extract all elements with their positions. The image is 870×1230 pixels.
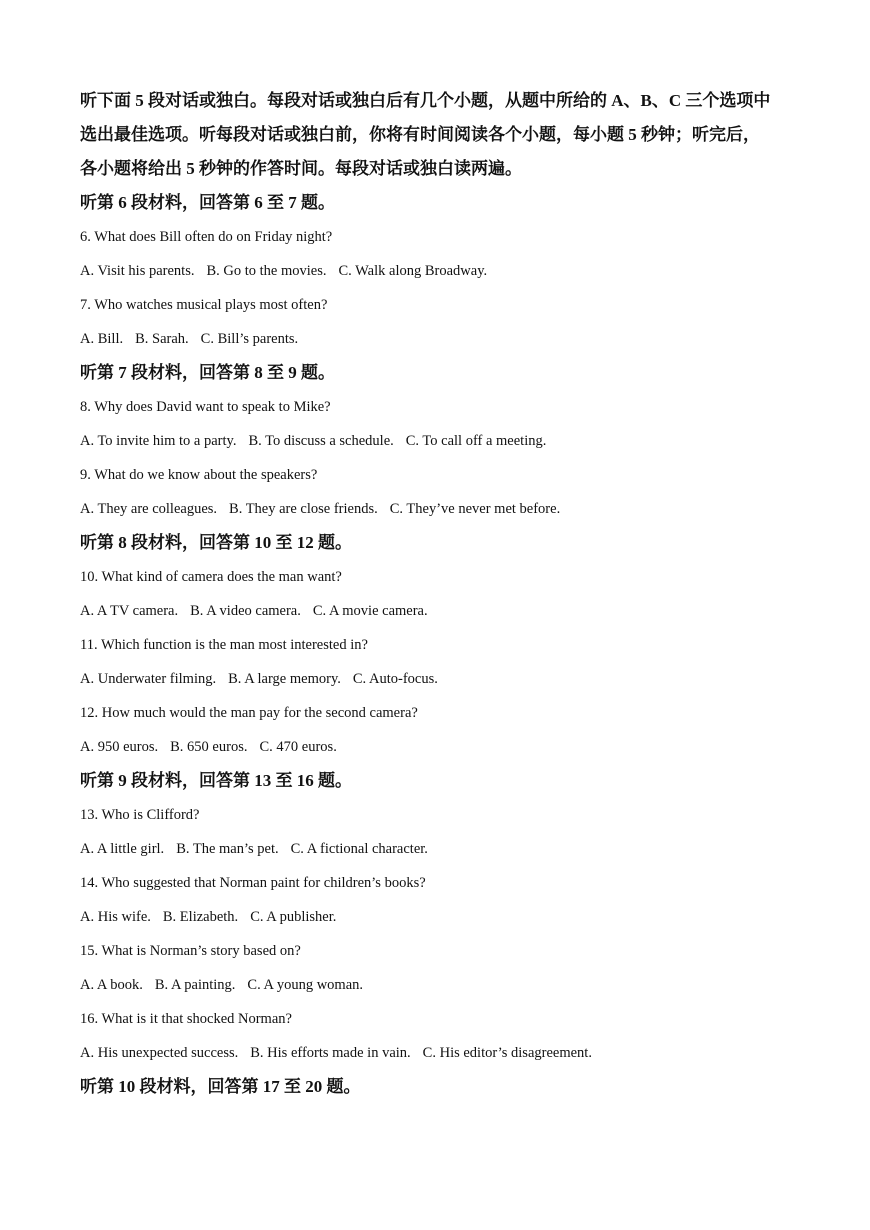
option-a: A. 950 euros. [80,739,159,755]
answer-options [80,322,810,356]
option-c: C. They’ve never met before. [389,501,561,517]
option-c: C. A young woman. [247,977,364,993]
option-b: B. They are close friends. [229,501,378,517]
question-text: 16. What is it that shocked Norman? [80,1011,292,1027]
option-c: C. Walk along Broadway. [338,263,488,279]
option-b: B. His efforts made in vain. [250,1045,411,1061]
option-c: C. A movie camera. [312,603,428,619]
section-heading: 听第 9 段材料，回答第 13 至 16 题。 [80,771,352,790]
instruction-line: 各小题将给出 5 秒钟的作答时间。每段对话或独白读两遍。 [80,159,522,178]
question-text: 6. What does Bill often do on Friday night? [80,229,333,245]
section-instructions [80,84,810,186]
option-b: B. Sarah. [135,331,189,347]
question-text: 10. What kind of camera does the man want? [80,569,342,585]
option-a: A. A little girl. [80,841,165,857]
instruction-line: 听下面 5 段对话或独白。每段对话或独白后有几个小题，从题中所给的 A、B、C 三个选项中 [80,91,771,110]
option-a: A. To invite him to a party. [80,433,237,449]
answer-options [80,900,810,934]
option-b: B. A large memory. [228,671,341,687]
question-text: 13. Who is Clifford? [80,807,200,823]
answer-options [80,832,810,866]
option-b: B. 650 euros. [170,739,248,755]
section-heading: 听第 7 段材料，回答第 8 至 9 题。 [80,363,335,382]
section-heading: 听第 6 段材料，回答第 6 至 7 题。 [80,193,335,212]
answer-options [80,424,810,458]
answer-options [80,594,810,628]
option-c: C. Bill’s parents. [200,331,299,347]
option-a: A. A TV camera. [80,603,179,619]
option-c: C. To call off a meeting. [405,433,547,449]
option-b: B. To discuss a schedule. [248,433,394,449]
option-b: B. Elizabeth. [162,909,239,925]
option-b: B. Go to the movies. [206,263,327,279]
option-a: A. Bill. [80,331,124,347]
option-a: A. Visit his parents. [80,263,195,279]
exam-page [80,84,810,1104]
question-text: 9. What do we know about the speakers? [80,467,318,483]
option-c: C. 470 euros. [259,739,337,755]
question-text: 8. Why does David want to speak to Mike? [80,399,331,415]
answer-options [80,730,810,764]
answer-options [80,662,810,696]
option-a: A. They are colleagues. [80,501,218,517]
instruction-line: 选出最佳选项。听每段对话或独白前，你将有时间阅读各个小题，每小题 5 秒钟；听完后， [80,125,760,144]
answer-options [80,254,810,288]
option-a: A. His unexpected success. [80,1045,239,1061]
option-c: C. A publisher. [250,909,337,925]
answer-options [80,1036,810,1070]
answer-options [80,968,810,1002]
question-text: 15. What is Norman’s story based on? [80,943,301,959]
option-c: C. A fictional character. [290,841,428,857]
option-b: B. A video camera. [190,603,301,619]
option-a: A. His wife. [80,909,151,925]
option-c: C. Auto-focus. [352,671,438,687]
question-text: 11. Which function is the man most interested in? [80,637,368,653]
question-text: 12. How much would the man pay for the second camera? [80,705,418,721]
section-heading: 听第 8 段材料，回答第 10 至 12 题。 [80,533,352,552]
option-a: A. A book. [80,977,143,993]
question-text: 7. Who watches musical plays most often? [80,297,328,313]
option-b: B. A painting. [154,977,236,993]
option-b: B. The man’s pet. [176,841,279,857]
section-heading: 听第 10 段材料，回答第 17 至 20 题。 [80,1077,361,1096]
answer-options [80,492,810,526]
option-c: C. His editor’s disagreement. [422,1045,592,1061]
question-text: 14. Who suggested that Norman paint for children’s books? [80,875,426,891]
option-a: A. Underwater filming. [80,671,217,687]
